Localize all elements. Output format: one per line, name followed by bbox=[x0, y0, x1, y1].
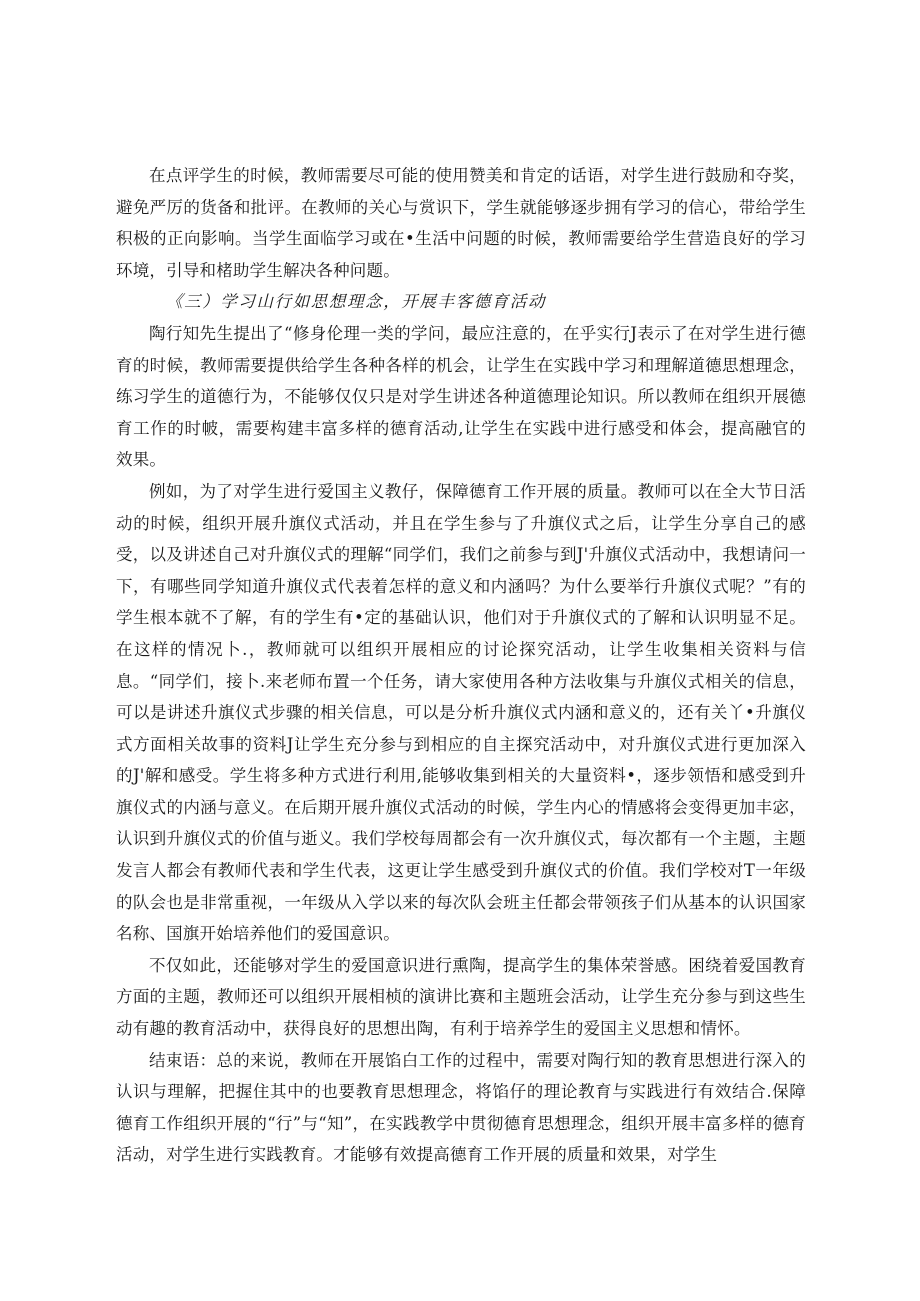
paragraph-conclusion: 结束语：总的来说，教师在开展馅白工作的过程中，需要对陶行知的教育思想进行深入的认识与理解，把握住其中的也要教育思想理念，将馅仔的理论教育与实践进行有效结合.保障德育工作组织开展的“行”与“知”，在实践教学中贯彻德育思想理念，组织开展丰富多样的德育活动，对学生进行实践教育。才能够有效提高德育工作开展的质量和效果，对学生 bbox=[116, 1050, 806, 1165]
paragraph-praise-students: 在点评学生的时候，教师需要尽可能的使用赞美和肯定的话语，对学生进行鼓励和夺奖，避免严厉的货备和批评。在教师的关心与赏识下，学生就能够逐步拥有学习的信心，带给学生积极的正向影响。当学生面临学习或在•生活中问题的时候，教师需要给学生营造良好的学习环境，引导和楮助学生解决各种问题。 bbox=[116, 166, 806, 280]
document-body bbox=[116, 160, 806, 1171]
paragraph-tao-xingzhi-quote: 陶行知先生提出了“修身伦理一类的学问，最应注意的，在乎实行J表示了在对学生进行德育的时候，教师需要提供给学生各种各样的机会，让学生在实践中学习和理解道德思想理念，练习学生的道德行为，不能够仅仅只是对学生讲述各种道德理论知识。所以教师在组织开展德育工作的时帔，需要构建丰富多样的德育活动,让学生在实践中进行感受和体会，提高融官的效果。 bbox=[116, 323, 806, 470]
paragraph-patriotic-education: 不仅如此，还能够对学生的爱国意识进行熏陶，提高学生的集体荣誉感。困绕着爱国教育方面的主题，教师还可以组织开展相桢的演讲比赛和主题班会活动，让学生充分参与到这些生动有趣的教育活动中，获得良好的思想出陶，有利于培养学生的爱国主义思想和情怀。 bbox=[116, 955, 806, 1039]
section-heading-3: 《三）学习山行如思想理念，开展丰客德育活动 bbox=[166, 292, 547, 312]
paragraph-flag-ceremony-example: 例如，为了对学生进行爱国主义教仔，保障德育工作开展的质量。教师可以在全大节日活动的时候，组织开展升旗仪式活动，并且在学生参与了升旗仪式之后，让学生分享自己的感受，以及讲述自己对升旗仪式的理解“同学们，我们之前参与到J'升旗仪式活动中，我想请问一下，有哪些同学知道升旗仪式代表着怎样的意义和内涵吗？为什么要举行升旗仪式呢？”有的学生根本就不了解，有的学生有•定的基础认识，他们对于升旗仪式的了解和认识明显不足。在这样的情况卜.，教师就可以组织开展相应的讨论探究活动，让学生收集相关资料与信息。“同学们，接卜.来老师布置一个任务，请大家使用各种方法收集与升旗仪式相关的信息，可以是讲述升旗仪式步骤的相关信息，可以是分析升旗仪式内涵和意义的，还有关丫•升旗仪式方面相关故事的资料J让学生充分参与到相应的自主探究活动中，对升旗仪式进行更加深入的J'解和感受。学生将多种方式进行利用,能够收集到相关的大量资料•，逐步领悟和感受到升旗仪式的内涵与意义。在后期开展升旗仪式活动的时候，学生内心的情感将会变得更加丰宓，认识到升旗仪式的价值与逝义。我们学校每周都会有一次升旗仪式，每次都有一个主题，主题发言人都会有教师代表和学生代表，这更让学生感受到升旗仪式的价值。我们学校对T一年级的队会也是非常重视，一年级从入学以来的每次队会班主任都会带领孩子们从基本的认识国家名称、国旗开始培养他们的爱国意识。 bbox=[116, 481, 806, 944]
